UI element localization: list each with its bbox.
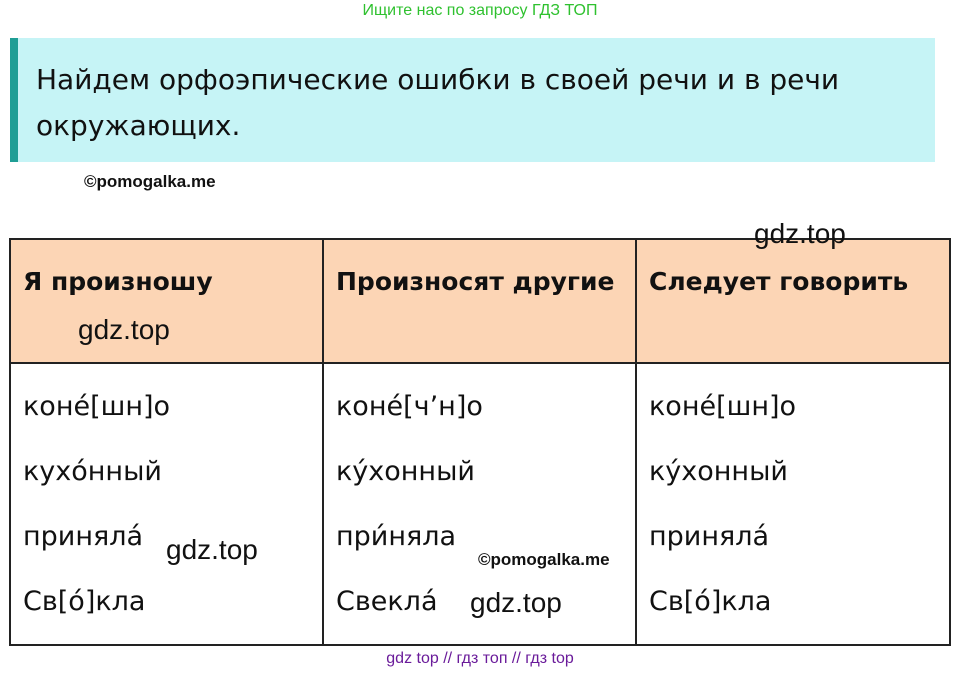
list-item: коне́[шн]о <box>649 391 797 422</box>
column-i-pronounce <box>10 363 323 645</box>
header-others-pronounce: Произносят другие <box>323 239 636 363</box>
list-item: Свекла́ <box>336 586 438 617</box>
watermark-gdz: gdz.top <box>470 587 562 618</box>
top-link[interactable]: Ищите нас по запросу ГДЗ ТОП <box>362 2 598 19</box>
list-item: Св[о́]кла <box>649 586 772 617</box>
header-should-say: Следует говорить <box>636 239 950 363</box>
list-item: Св[о́]кла <box>23 586 146 617</box>
watermark-pomogalka: ©pomogalka.me <box>478 550 610 569</box>
list-item: приняла́ <box>23 521 144 552</box>
list-item: кухо́нный <box>23 456 162 487</box>
footer-links[interactable]: gdz top // гдз топ // гдз top <box>386 650 574 667</box>
pronunciation-table <box>9 238 951 646</box>
column-should-say <box>636 363 950 645</box>
list-item: ку́хонный <box>336 456 475 487</box>
header-i-pronounce: Я произношу <box>10 239 323 363</box>
watermark-gdz: gdz.top <box>78 314 170 345</box>
list-item: коне́[ч’н]о <box>336 391 483 422</box>
list-item: при́няла <box>336 521 457 552</box>
list-item: коне́[шн]о <box>23 391 171 422</box>
task-banner <box>10 38 935 162</box>
watermark-gdz: gdz.top <box>166 534 258 565</box>
watermark-gdz: gdz.top <box>754 218 846 249</box>
task-text: Найдем орфоэпические ошибки в своей речи и в речи окружающих. <box>36 63 840 142</box>
list-item: приняла́ <box>649 521 770 552</box>
list-item: ку́хонный <box>649 456 788 487</box>
watermark-pomogalka: ©pomogalka.me <box>84 172 216 191</box>
